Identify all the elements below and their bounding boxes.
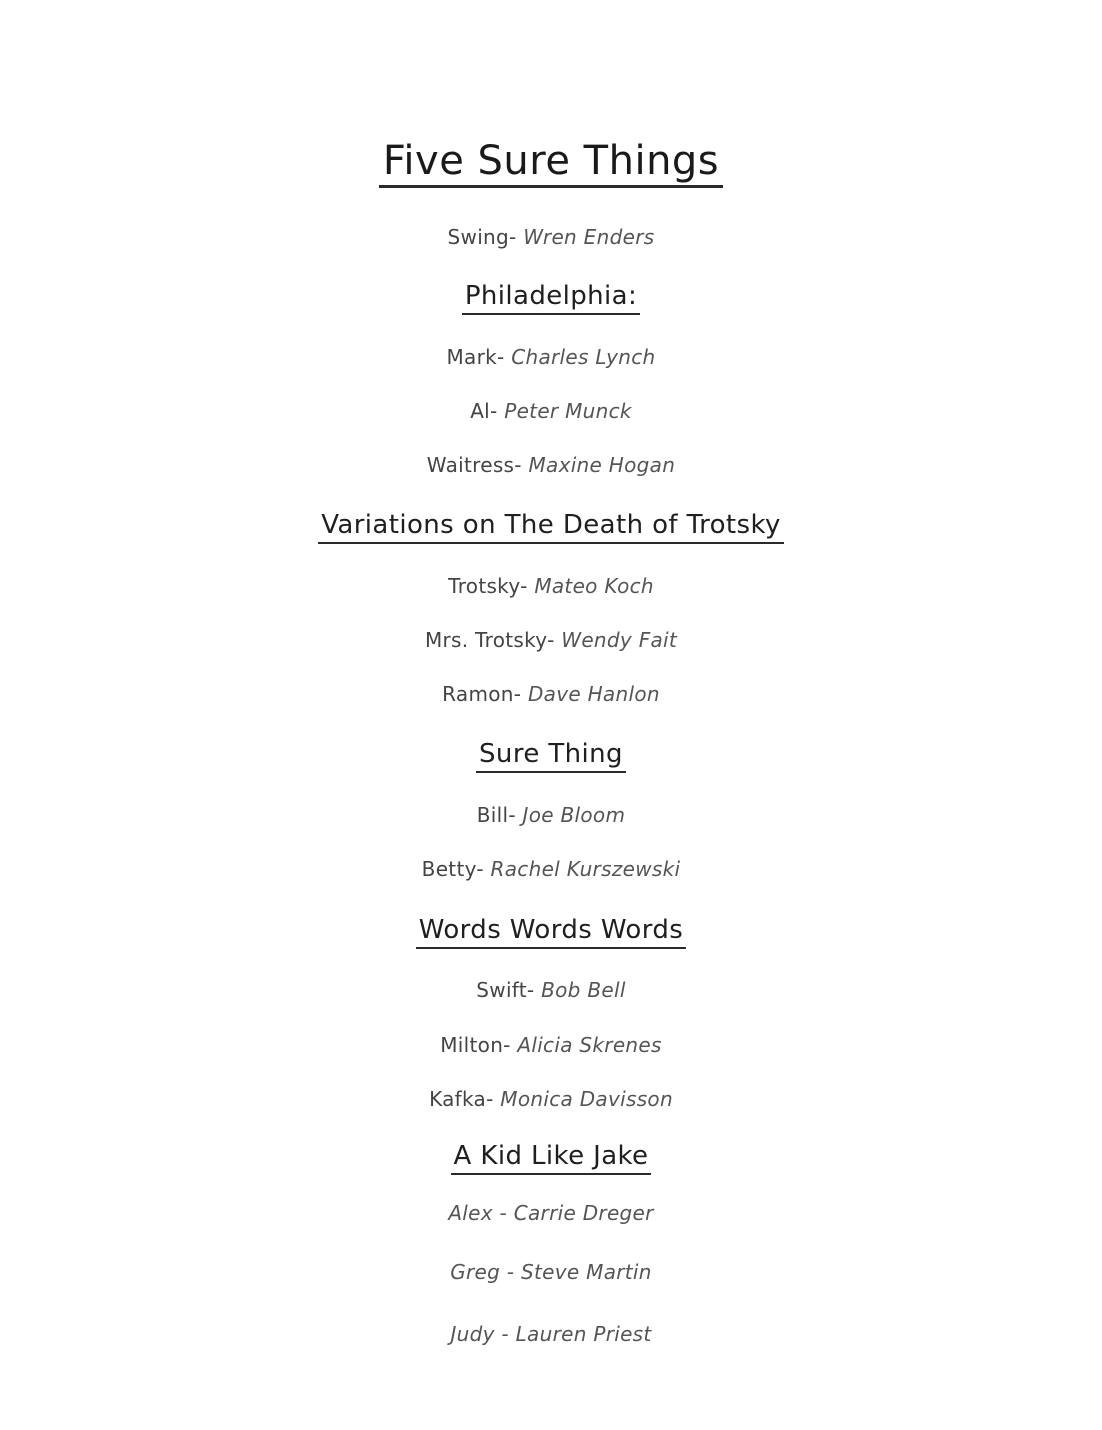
cast-line xyxy=(0,573,1102,599)
role-name: Al- xyxy=(470,399,505,423)
section-title-trotsky: Variations on The Death of Trotsky xyxy=(0,509,1102,544)
role-name: Ramon- xyxy=(442,682,528,706)
actor-name: Wendy Fait xyxy=(561,628,678,652)
cast-line xyxy=(0,452,1102,478)
actor-name: Monica Davisson xyxy=(500,1087,673,1111)
role-name: Judy - xyxy=(450,1322,516,1346)
program-title xyxy=(0,138,1102,188)
section-title-sure-thing: Sure Thing xyxy=(0,738,1102,773)
role-name: Trotsky- xyxy=(448,574,535,598)
actor-name: Dave Hanlon xyxy=(527,682,660,706)
role-name: Kafka- xyxy=(429,1087,501,1111)
actor-name: Mateo Koch xyxy=(534,574,654,598)
cast-line xyxy=(0,1321,1102,1347)
cast-line xyxy=(0,856,1102,882)
cast-line xyxy=(0,627,1102,653)
cast-line xyxy=(0,1259,1102,1285)
cast-line xyxy=(0,802,1102,828)
cast-line xyxy=(0,398,1102,424)
actor-name: Peter Munck xyxy=(504,399,632,423)
actor-name: Steve Martin xyxy=(521,1260,652,1284)
actor-name: Bob Bell xyxy=(541,978,626,1002)
actor-name: Joe Bloom xyxy=(522,803,626,827)
cast-line xyxy=(0,1200,1102,1226)
role-name: Betty- xyxy=(421,857,491,881)
actor-name: Lauren Priest xyxy=(515,1322,652,1346)
role-name: Alex - xyxy=(448,1201,514,1225)
role-name: Waitress- xyxy=(426,453,529,477)
program-title-text: Five Sure Things xyxy=(379,139,723,188)
section-title-words: Words Words Words xyxy=(0,914,1102,949)
role-name: Swift- xyxy=(476,978,542,1002)
role-name: Greg - xyxy=(450,1260,521,1284)
cast-line-swing xyxy=(0,224,1102,250)
role-name: Swing- xyxy=(447,225,524,249)
actor-name: Alicia Skrenes xyxy=(517,1033,662,1057)
role-name: Milton- xyxy=(440,1033,518,1057)
role-name: Bill- xyxy=(476,803,523,827)
cast-line xyxy=(0,1086,1102,1112)
cast-line xyxy=(0,344,1102,370)
actor-name: Maxine Hogan xyxy=(528,453,676,477)
section-title-kid-like-jake: A Kid Like Jake xyxy=(0,1140,1102,1175)
section-title-philadelphia: Philadelphia: xyxy=(0,280,1102,315)
cast-line xyxy=(0,1032,1102,1058)
actor-name: Wren Enders xyxy=(523,225,655,249)
cast-line xyxy=(0,977,1102,1003)
role-name: Mrs. Trotsky- xyxy=(424,628,562,652)
actor-name: Charles Lynch xyxy=(511,345,656,369)
role-name: Mark- xyxy=(446,345,512,369)
actor-name: Rachel Kurszewski xyxy=(490,857,681,881)
actor-name: Carrie Dreger xyxy=(513,1201,654,1225)
cast-line xyxy=(0,681,1102,707)
